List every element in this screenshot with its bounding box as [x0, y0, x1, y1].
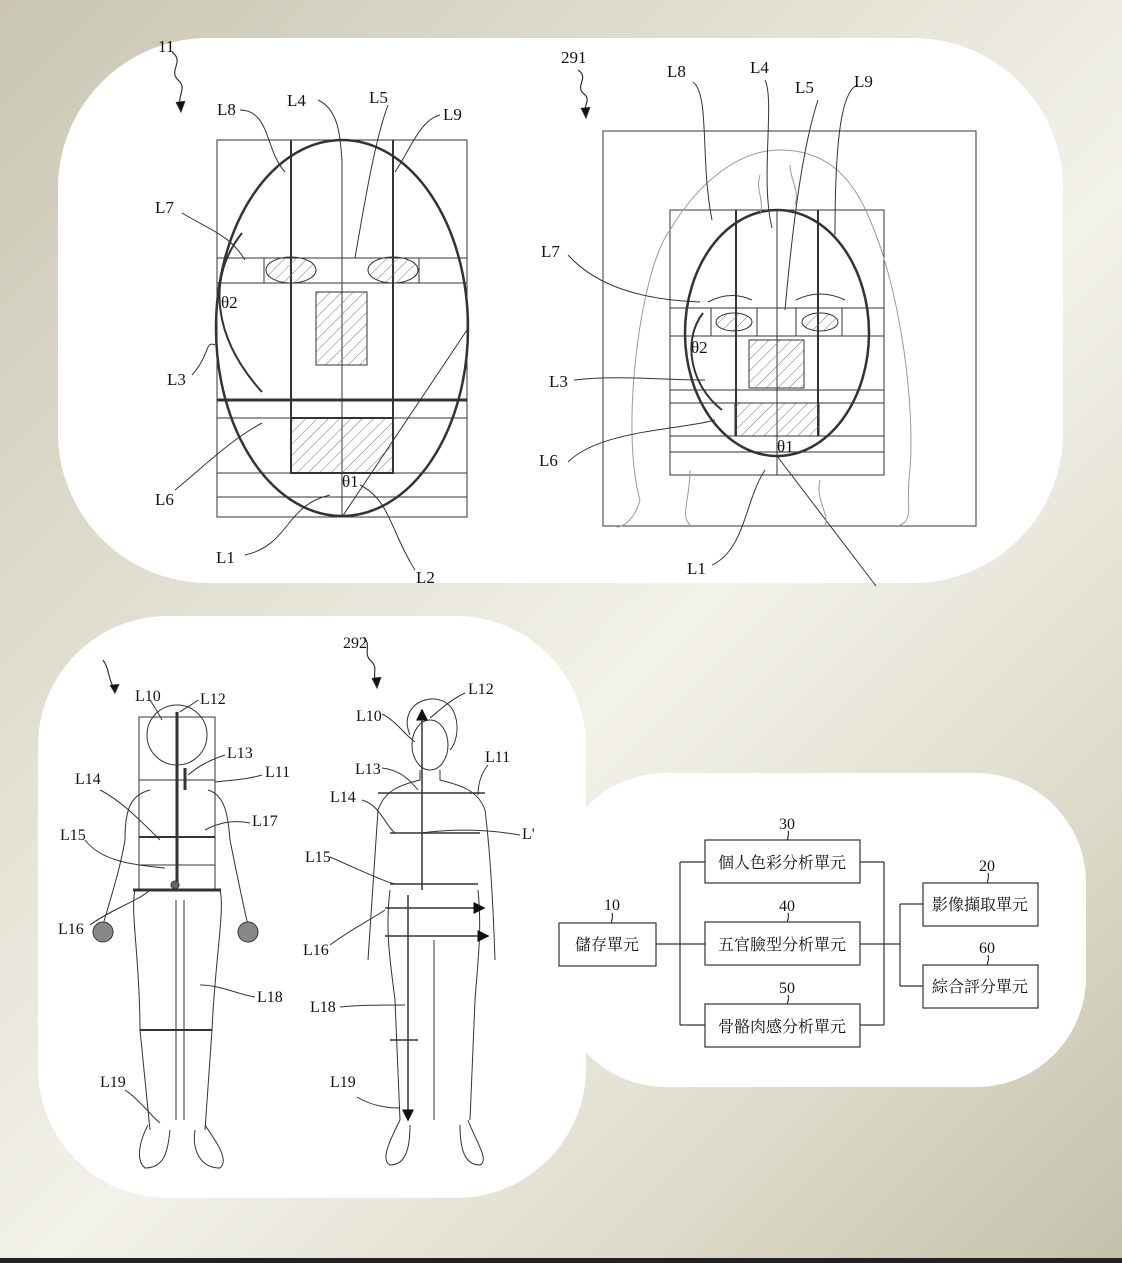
label-l2: L2	[416, 568, 435, 587]
num-20: 20	[979, 858, 995, 875]
left-face-leaders	[172, 52, 440, 570]
label-rb-lprime: L'	[522, 826, 535, 843]
num-10: 10	[604, 897, 620, 914]
label-rb-l10: L10	[356, 708, 382, 725]
label-color-analysis: 個人色彩分析單元	[717, 853, 847, 872]
label-b-l16: L16	[58, 921, 84, 938]
label-theta2: θ2	[221, 293, 238, 312]
label-r-theta1: θ1	[777, 437, 794, 456]
label-image-capture: 影像擷取單元	[931, 895, 1029, 914]
label-r-l6: L6	[539, 451, 558, 470]
label-l6: L6	[155, 490, 174, 509]
label-b-l15: L15	[60, 827, 86, 844]
label-r-l3: L3	[549, 372, 568, 391]
label-b-l13: L13	[227, 745, 253, 762]
label-rb-l11: L11	[485, 749, 511, 766]
label-r-l9: L9	[854, 72, 873, 91]
label-rb-l13: L13	[355, 761, 381, 778]
label-l3: L3	[167, 370, 186, 389]
label-r-l1: L1	[687, 559, 706, 578]
label-storage-unit: 儲存單元	[574, 935, 640, 954]
label-rb-l19: L19	[330, 1074, 356, 1091]
label-r-l7: L7	[541, 242, 560, 261]
bottom-edge	[0, 1258, 1122, 1263]
label-l1: L1	[216, 548, 235, 567]
label-face-analysis: 五官臉型分析單元	[717, 935, 847, 954]
label-b-l17: L17	[252, 813, 278, 830]
num-60: 60	[979, 940, 995, 957]
ref-11: 11	[158, 37, 175, 56]
num-50: 50	[779, 980, 795, 997]
num-30: 30	[779, 816, 795, 833]
ref-291: 291	[561, 48, 587, 67]
label-l4: L4	[287, 91, 306, 110]
label-r-l8: L8	[667, 62, 686, 81]
label-b-l14: L14	[75, 771, 101, 788]
label-l9: L9	[443, 105, 462, 124]
label-r-l5: L5	[795, 78, 814, 97]
label-rb-l15: L15	[305, 849, 331, 866]
ref-292: 292	[343, 635, 367, 652]
label-l8: L8	[217, 100, 236, 119]
label-theta1: θ1	[342, 472, 359, 491]
label-r-l4: L4	[750, 58, 769, 77]
label-rb-l18: L18	[310, 999, 336, 1016]
label-rb-l14: L14	[330, 789, 356, 806]
label-rb-l12: L12	[468, 681, 494, 698]
right-body-labels	[303, 635, 535, 1091]
label-b-l11: L11	[265, 764, 291, 781]
label-rb-l16: L16	[303, 942, 329, 959]
label-l5: L5	[369, 88, 388, 107]
label-score-unit: 綜合評分單元	[931, 977, 1029, 996]
right-face-diagram	[603, 131, 976, 586]
num-40: 40	[779, 898, 795, 915]
label-l7: L7	[155, 198, 174, 217]
label-b-l18: L18	[257, 989, 283, 1006]
left-face-diagram	[216, 140, 468, 517]
label-bone-analysis: 骨骼肉感分析單元	[717, 1017, 847, 1036]
label-b-l10: L10	[135, 688, 161, 705]
left-body-diagram	[93, 705, 258, 1168]
label-b-l12: L12	[200, 691, 226, 708]
label-b-l19: L19	[100, 1074, 126, 1091]
label-r-theta2: θ2	[691, 338, 708, 357]
